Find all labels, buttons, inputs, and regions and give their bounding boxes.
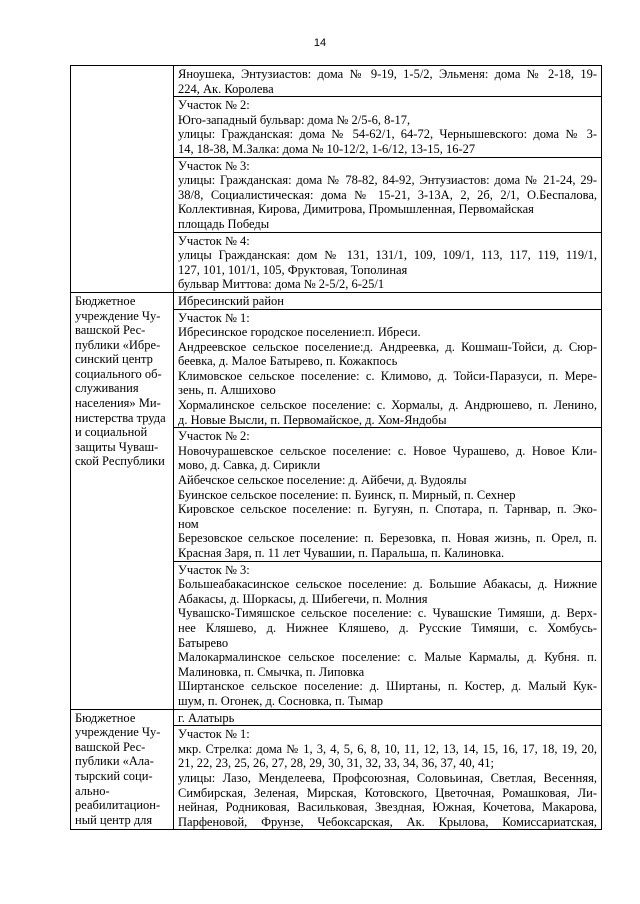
table-row <box>71 709 602 726</box>
text-line: нейная, Родниковая, Васильковая, Звездная, Южная, Кочетова, Макарова, <box>178 800 597 815</box>
text-line: учреждение Чу- <box>75 308 161 323</box>
precinct-heading: Участок № 1: <box>178 310 250 325</box>
text-line: Симбирская, Зеленая, Мирская, Котовского, Цветочная, Ромашковая, Ли- <box>178 785 597 800</box>
text-line: и социальной <box>75 425 148 440</box>
text-line: вашской Рес- <box>75 739 146 754</box>
text-line: Бюджетное <box>75 710 136 725</box>
text-line: Красная Заря, п. 11 лет Чувашии, п. Паральша, п. Калиновка. <box>178 546 505 560</box>
text-line: публики «Ибре- <box>75 337 161 352</box>
precinct-2-cell <box>174 97 602 157</box>
text-line: ально- <box>75 783 110 798</box>
text-line: служивания <box>75 381 139 396</box>
text-line: площадь Победы <box>178 216 270 231</box>
precinct-heading: Участок № 3: <box>178 158 250 173</box>
ibresi-precinct-2-cell <box>174 428 602 561</box>
text-line: нее Кляшево, д. Нижнее Кляшево, д. Русские Тимяши, с. Хомбусь- <box>178 620 597 635</box>
org-cell-empty <box>71 66 174 293</box>
text-line: публики «Ала- <box>75 754 154 769</box>
ibresi-district-cell <box>174 292 602 309</box>
text-line: д. Новые Высли, п. Первомайское, д. Хом-Яндобы <box>178 412 447 427</box>
precinct-heading: Участок № 2: <box>178 98 250 113</box>
text-line: мкр. Стрелка: дома № 1, 3, 4, 5, 6, 8, 10, 11, 12, 13, 14, 15, 16, 17, 18, 19, 20, <box>178 741 597 756</box>
precinct-4-cell <box>174 232 602 292</box>
text-line: ный центр для <box>75 812 153 827</box>
text-line: социального об- <box>75 366 162 381</box>
text-line: 21, 22, 23, 25, 26, 27, 28, 29, 30, 31, 32, 33, 34, 36, 37, 40, 41; <box>178 756 494 771</box>
precinct-heading: Участок № 3: <box>178 562 250 577</box>
text-line: 38/8, Социалистическая: дома № 15-21, 3-13А, 2, 2б, 2/1, О.Беспалова, <box>178 187 597 202</box>
text-line: Бюджетное <box>75 293 136 308</box>
text-line: Чувашско-Тимяшское сельское поселение: с. Чувашские Тимяши, д. Верх- <box>178 606 597 621</box>
text-line: Климовское сельское поселение: с. Климово, д. Тойси-Паразуси, п. Мере- <box>178 368 597 383</box>
text-line: нистерства труда <box>75 410 166 425</box>
text-line: Большеабакасинское сельское поселение: д. Большие Абакасы, д. Нижние <box>178 577 597 592</box>
text-line: шум, п. Огонек, д. Сосновка, п. Тымар <box>178 693 384 708</box>
table-row <box>71 66 602 97</box>
alatyr-district-cell <box>174 709 602 726</box>
text-line: Парфеновой, Фрунзе, Чебоксарская, Ак. Крылова, Комиссариатская, <box>178 814 597 829</box>
district-title: г. Алатырь <box>178 710 235 725</box>
page-number: 14 <box>313 37 327 49</box>
text-line: Березовское сельское поселение: п. Березовка, п. Новая жизнь, п. Орел, п. <box>178 531 597 546</box>
text-line: Хормалинское сельское поселение: с. Хормалы, д. Андрюшево, п. Ленино, <box>178 398 597 413</box>
text-line: ской Республики <box>75 454 165 469</box>
text-line: населения» Ми- <box>75 396 161 411</box>
text-line: Батырево <box>178 635 229 650</box>
text-line: Буинское сельское поселение: п. Буинск, п. Мирный, п. Сехнер <box>178 487 516 502</box>
ibresi-org-cell <box>71 292 174 709</box>
text-line: бульвар Миттова: дома № 2-5/2, 6-25/1 <box>178 277 385 292</box>
district-title: Ибресинский район <box>178 293 284 308</box>
text-line: тырский соци- <box>75 768 153 783</box>
text-line: Юго-западный бульвар: дома № 2/5-6, 8-17, <box>178 112 411 127</box>
ibresi-precinct-3-cell <box>174 561 602 709</box>
text-line: Айбечское сельское поселение: д. Айбечи, д. Вудоялы <box>178 473 467 488</box>
text-line: 224, Ак. Королева <box>178 81 274 96</box>
text-line: Новочурашевское сельское поселение: с. Новое Чурашево, д. Новое Кли- <box>178 443 597 458</box>
text-line: мово, д. Савка, д. Сирикли <box>178 458 321 473</box>
precinct-heading: Участок № 1: <box>178 727 250 742</box>
precinct-heading: Участок № 4: <box>178 233 250 248</box>
precinct-heading: Участок № 2: <box>178 429 250 444</box>
text-line: Коллективная, Кирова, Димитрова, Промышленная, Первомайская <box>178 202 534 217</box>
alatyr-precinct-1-cell <box>174 726 602 830</box>
ibresi-precinct-1-cell <box>174 309 602 428</box>
text-line: 127, 101, 101/1, 105, Фруктовая, Тополиная <box>178 262 408 277</box>
text-line: улицы Гражданская: дом № 131, 131/1, 109, 109/1, 113, 117, 119, 119/1, <box>178 248 597 263</box>
text-line: синский центр <box>75 352 153 367</box>
text-line: Ширтанское сельское поселение: д. Ширтаны, п. Костер, д. Малый Кук- <box>178 679 597 694</box>
text-line: улицы: Гражданская: дома № 54-62/1, 64-72, Чернышевского: дома № 3- <box>178 127 597 142</box>
text-line: Андреевское сельское поселение:д. Андреевка, д. Кошмаш-Тойси, д. Сюр- <box>178 339 597 354</box>
text-line: Яноушека, Энтузиастов: дома № 9-19, 1-5/2, Эльменя: дома № 2-18, 19- <box>178 67 597 81</box>
text-line: ном <box>178 516 199 531</box>
text-line: 14, 18-38, М.Залка: дома № 10-12/2, 1-6/12, 13-15, 16-27 <box>178 141 476 156</box>
text-line: Малокармалинское сельское поселение: с. Малые Кармалы, д. Кубня. п. <box>178 650 597 665</box>
text-line: учреждение Чу- <box>75 725 161 740</box>
text-line: защиты Чуваш- <box>75 439 159 454</box>
text-line: Кировское сельское поселение: п. Бугуян, п. Спотара, п. Тарнвар, п. Эко- <box>178 502 597 517</box>
text-line: Абакасы, д. Шоркасы, д. Шибегечи, п. Молния <box>178 591 428 606</box>
text-line: реабилитацион- <box>75 798 161 813</box>
text-line: улицы: Лазо, Менделеева, Профсоюзная, Соловьиная, Светлая, Весенняя, <box>178 770 597 785</box>
text-line: Малиновка, п. Смычка, п. Липовка <box>178 664 365 679</box>
precinct-3-cell <box>174 157 602 232</box>
text-line: зень, п. Алшихово <box>178 383 276 398</box>
text-line: Ибресинское городское поселение:п. Ибреси. <box>178 325 421 340</box>
alatyr-org-cell <box>71 709 174 830</box>
table-row <box>71 292 602 309</box>
districts-table <box>70 65 602 830</box>
top-block-cell <box>174 66 602 97</box>
text-line: беевка, д. Малое Батырево, п. Кожакпось <box>178 354 398 369</box>
text-line: улицы: Гражданская: дома № 78-82, 84-92, Энтузиастов: дома № 21-24, 29- <box>178 173 597 188</box>
text-line: вашской Рес- <box>75 323 146 338</box>
